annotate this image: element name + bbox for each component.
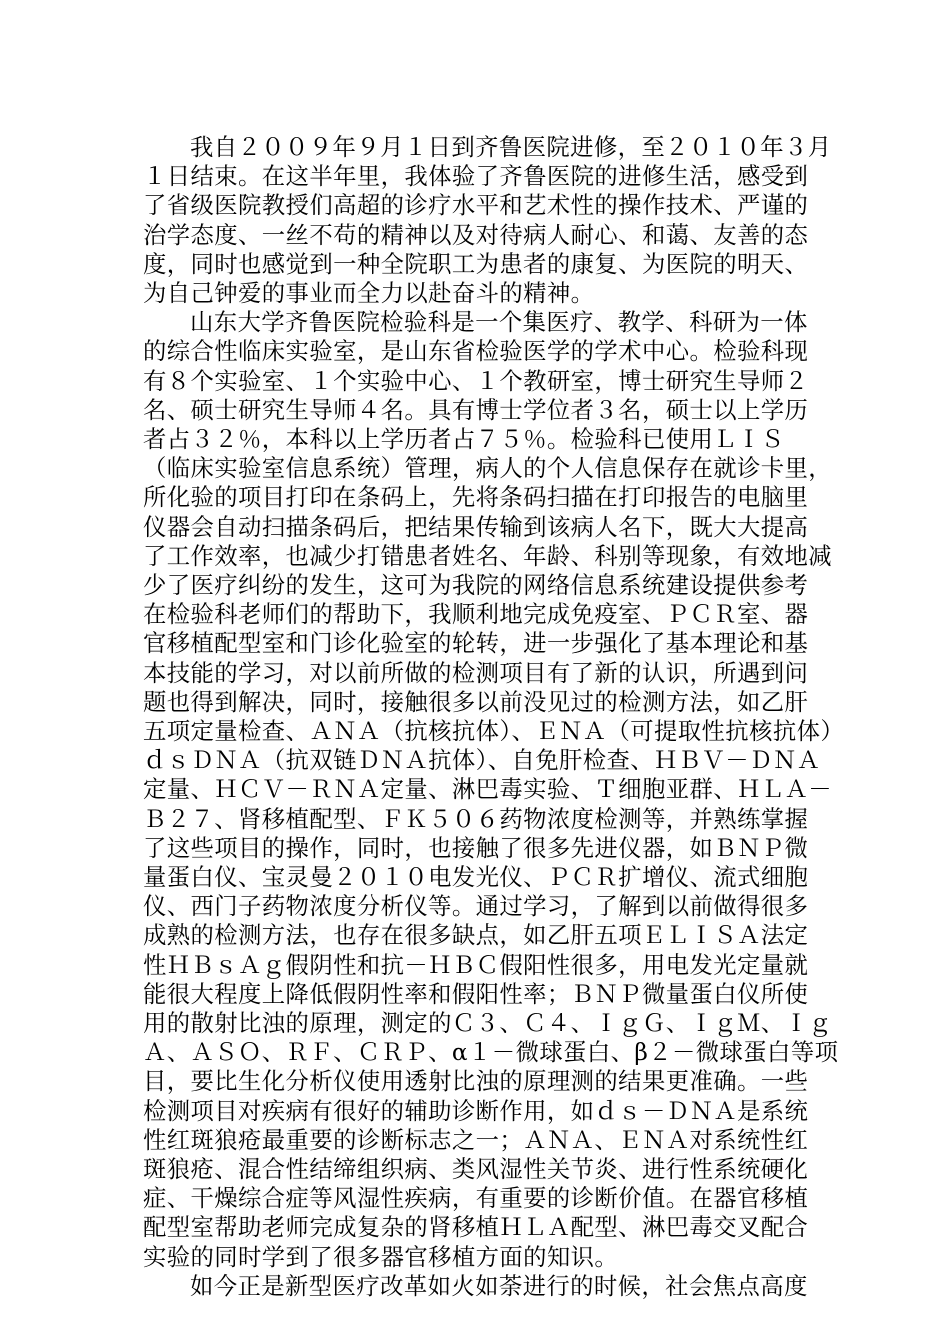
document-line-31: 用的散射比浊的原理，测定的Ｃ３、Ｃ４、ＩｇＧ、ＩｇＭ、Ｉｇ [143,1009,833,1037]
document-line-25: 了这些项目的操作，同时，也接触了很多先进仪器，如ＢＮＰ微 [143,833,809,862]
document-line-9: 有８个实验室、１个实验中心、１个教研室，博士研究生导师２ [143,366,809,395]
document-line-21: 五项定量检查、ＡＮＡ（抗核抗体）、ＥＮＡ（可提取性抗核抗体） [143,717,845,745]
document-line-10: 名、硕士研究生导师４名。具有博士学位者３名，硕士以上学历 [143,395,809,424]
document-line-20: 题也得到解决，同时，接触很多以前没见过的检测方法，如乙肝 [143,687,809,716]
document-line-24: Ｂ２７、肾移植配型、ＦＫ５０６药物浓度检测等，并熟练掌握 [143,804,809,833]
document-line-27: 仪、西门子药物浓度分析仪等。通过学习，了解到以前做得很多 [143,892,809,921]
document-line-22: ｄｓＤＮＡ（抗双链ＤＮＡ抗体）、自免肝检查、ＨＢＶ－ＤＮＡ [143,746,821,775]
document-line-19: 本技能的学习，对以前所做的检测项目有了新的认识，所遇到问 [143,658,809,687]
document-line-12: （临床实验室信息系统）管理，病人的个人信息保存在就诊卡里， [143,454,833,483]
document-line-29: 性ＨＢｓＡｇ假阴性和抗－ＨＢＣ假阳性很多，用电发光定量就 [143,950,809,979]
document-line-18: 官移植配型室和门诊化验室的轮转，进一步强化了基本理论和基 [143,629,809,658]
document-line-3: 了省级医院教授们高超的诊疗水平和艺术性的操作技术、严谨的 [143,191,809,220]
document-line-28: 成熟的检测方法，也存在很多缺点，如乙肝五项ＥＬＩＳＡ法定 [143,921,809,950]
document-line-7: 山东大学齐鲁医院检验科是一个集医疗、教学、科研为一体 [190,308,808,337]
document-line-33: 目，要比生化分析仪使用透射比浊的原理测的结果更准确。一些 [143,1067,809,1096]
document-line-13: 所化验的项目打印在条码上，先将条码扫描在打印报告的电脑里 [143,483,809,512]
document-line-14: 仪器会自动扫描条码后，把结果传输到该病人名下，既大大提高 [143,512,809,541]
document-line-37: 症、干燥综合症等风湿性疾病，有重要的诊断价值。在器官移植 [143,1184,809,1213]
document-line-15: 了工作效率，也减少打错患者姓名、年龄、科别等现象，有效地减 [143,541,833,570]
document-line-39: 实验的同时学到了很多器官移植方面的知识。 [143,1242,619,1271]
document-line-4: 治学态度、一丝不苟的精神以及对待病人耐心、和蔼、友善的态 [143,220,809,249]
document-line-34: 检测项目对疾病有很好的辅助诊断作用，如ｄｓ－ＤＮＡ是系统 [143,1096,809,1125]
document-line-16: 少了医疗纠纷的发生，这可为我院的网络信息系统建设提供参考 [143,571,809,599]
document-line-23: 定量、ＨＣＶ－ＲＮＡ定量、淋巴毒实验、Ｔ细胞亚群、ＨＬＡ－ [143,775,833,804]
document-line-38: 配型室帮助老师完成复杂的肾移植ＨＬＡ配型、淋巴毒交叉配合 [143,1213,809,1242]
document-line-35: 性红斑狼疮最重要的诊断标志之一；ＡＮＡ、ＥＮＡ对系统性红 [143,1125,809,1154]
document-line-36: 斑狼疮、混合性结缔组织病、类风湿性关节炎、进行性系统硬化 [143,1155,809,1183]
document-line-5: 度，同时也感觉到一种全院职工为患者的康复、为医院的明天、 [143,249,809,278]
document-line-17: 在检验科老师们的帮助下，我顺利地完成免疫室、ＰＣＲ室、器 [143,600,809,629]
document-line-40: 如今正是新型医疗改革如火如荼进行的时候，社会焦点高度 [190,1271,808,1300]
document-line-6: 为自己钟爱的事业而全力以赴奋斗的精神。 [143,279,595,307]
document-line-30: 能很大程度上降低假阴性率和假阳性率；ＢＮＰ微量蛋白仪所使 [143,979,809,1008]
document-line-8: 的综合性临床实验室，是山东省检验医学的学术中心。检验科现 [143,337,809,366]
document-line-11: 者占３２％，本科以上学历者占７５％。检验科已使用ＬＩＳ [143,425,785,453]
document-line-2: １日结束。在这半年里，我体验了齐鲁医院的进修生活，感受到 [143,162,809,191]
document-line-1: 我自２００９年９月１日到齐鲁医院进修，至２０１０年３月 [190,133,832,161]
document-line-32: Ａ、ＡＳＯ、ＲＦ、ＣＲＰ、α１－微球蛋白、β２－微球蛋白等项 [143,1038,839,1067]
document-line-26: 量蛋白仪、宝灵曼２０１０电发光仪、ＰＣＲ扩增仪、流式细胞 [143,863,809,891]
